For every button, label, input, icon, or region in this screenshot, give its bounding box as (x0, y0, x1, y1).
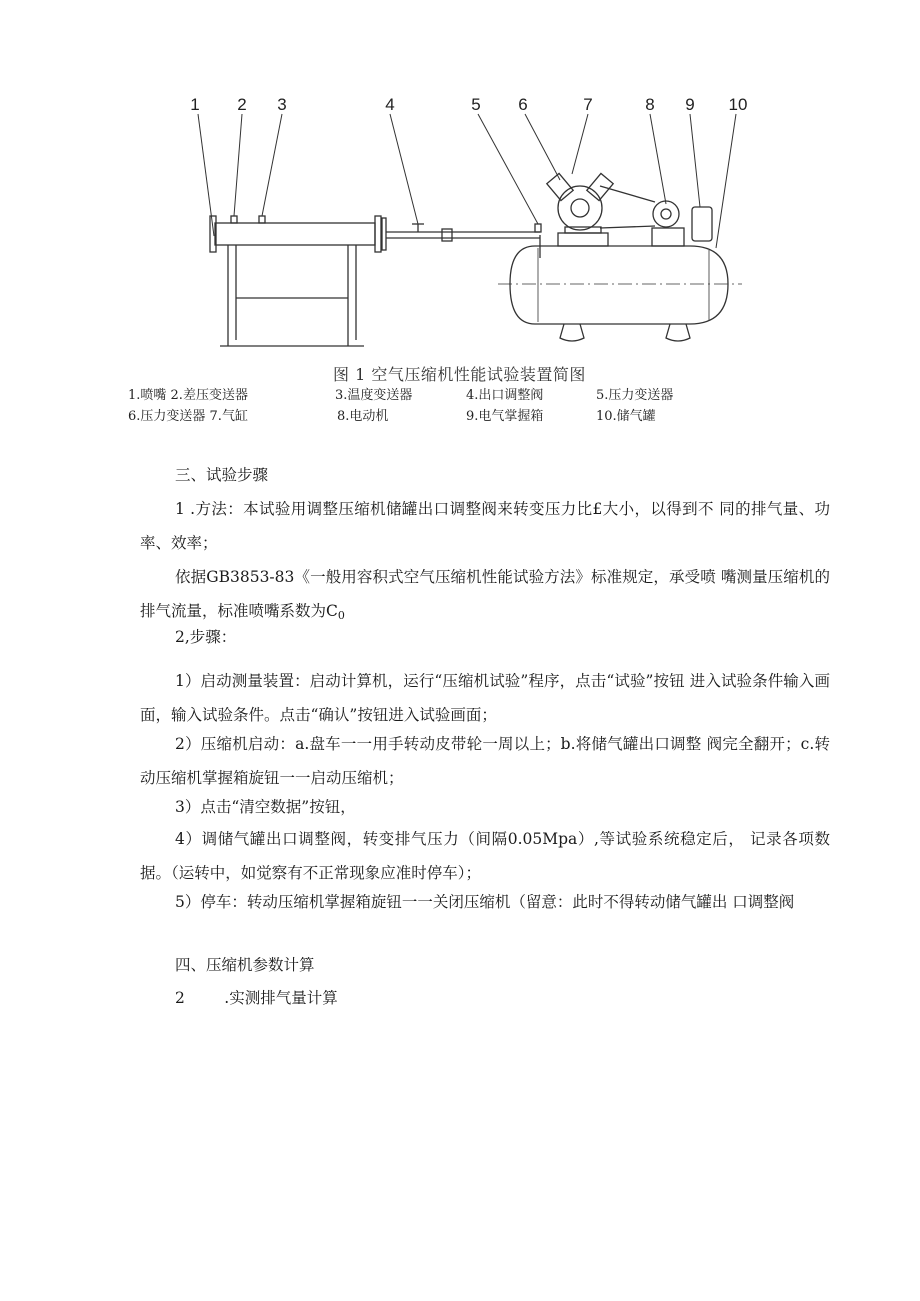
compressor-crankcase (558, 186, 602, 230)
callout-1: 1 (190, 95, 200, 114)
legend-item: 9.电气掌握箱 (466, 409, 544, 424)
compressor-base (558, 233, 608, 246)
callout-3: 3 (277, 95, 287, 114)
legend-item: 8.电动机 (337, 409, 389, 424)
nozzle-coefficient-subscript: 0 (337, 609, 345, 622)
pipe-flange-right (375, 216, 381, 252)
calc-item: 2 .实测排气量计算 (175, 989, 338, 1007)
step-item: 5）停车：转动压缩机掌握箱旋钮一一关闭压缩机（留意：此时不得转动储气罐出 口调整阀 (175, 893, 795, 911)
figure-caption: 图 1 空气压缩机性能试验装置简图 (333, 365, 586, 384)
nozzle-pipe (215, 223, 375, 245)
legend-item: 4.出口调整阀 (466, 388, 544, 403)
motor-pulley (653, 201, 679, 227)
electric-motor (652, 228, 684, 246)
step-item: 1）启动测量装置：启动计算机，运行“压缩机试验”程序，点击“试验”按钮 进入试验条件输入画面，输入试验条件。点击“确认”按钮进入试验画面； (140, 672, 830, 724)
pipe-coupling (442, 229, 452, 241)
step-item: 3）点击“清空数据”按钮， (175, 798, 356, 816)
legend-item: 10.储气罐 (596, 409, 656, 424)
temperature-sensor (259, 216, 265, 223)
legend-item: 3.温度变送器 (335, 388, 413, 403)
callout-8: 8 (645, 95, 655, 114)
pipe-flange-right-2 (382, 218, 386, 250)
step-item: 4）调储气罐出口调整阀，转变排气压力（间隔0.05Mpa）,等试验系统稳定后， 记录各项数据。（运转中，如觉察有不正常现象应准时停车）； (140, 830, 830, 882)
tank-foot-left (560, 324, 584, 341)
section-heading: 四、压缩机参数计算 (175, 956, 315, 974)
callout-2: 2 (237, 95, 247, 114)
control-box (692, 207, 712, 241)
diff-pressure-sensor (231, 216, 237, 223)
step-item: 2）压缩机启动：a.盘车一一用手转动皮带轮一周以上；b.将储气罐出口调整 阀完全翻开；c.转动压缩机掌握箱旋钮一一启动压缩机； (140, 735, 830, 787)
steps-title: 2,步骤： (175, 628, 237, 646)
section-heading: 三、试验步骤 (175, 466, 269, 484)
receiver-tank (510, 246, 728, 324)
legend-item: 6.压力变送器 7.气缸 (128, 409, 248, 424)
standard-text: 依据GB3853-83《一般用容积式空气压缩机性能试验方法》标准规定，承受喷 嘴测量压缩机的排气流量，标准喷嘴系数为C (140, 568, 830, 620)
paragraph-method: 1 .方法：本试验用调整压缩机储罐出口调整阀来转变压力比£大小，以得到不 同的排气量、功率、效率； (140, 500, 830, 552)
callout-9: 9 (685, 95, 695, 114)
callout-4: 4 (385, 95, 395, 114)
cylinder-right (587, 173, 613, 200)
callout-7: 7 (583, 95, 593, 114)
legend-item: 5.压力变送器 (596, 388, 674, 403)
callout-6: 6 (518, 95, 528, 114)
apparatus-diagram (180, 88, 760, 388)
pressure-sensor-5 (535, 224, 541, 232)
cylinder-left (547, 173, 573, 200)
legend-item: 1.喷嘴 2.差压变送器 (128, 388, 248, 403)
callout-10: 10 (728, 95, 748, 114)
callout-5: 5 (471, 95, 481, 114)
tank-foot-right (666, 324, 690, 341)
